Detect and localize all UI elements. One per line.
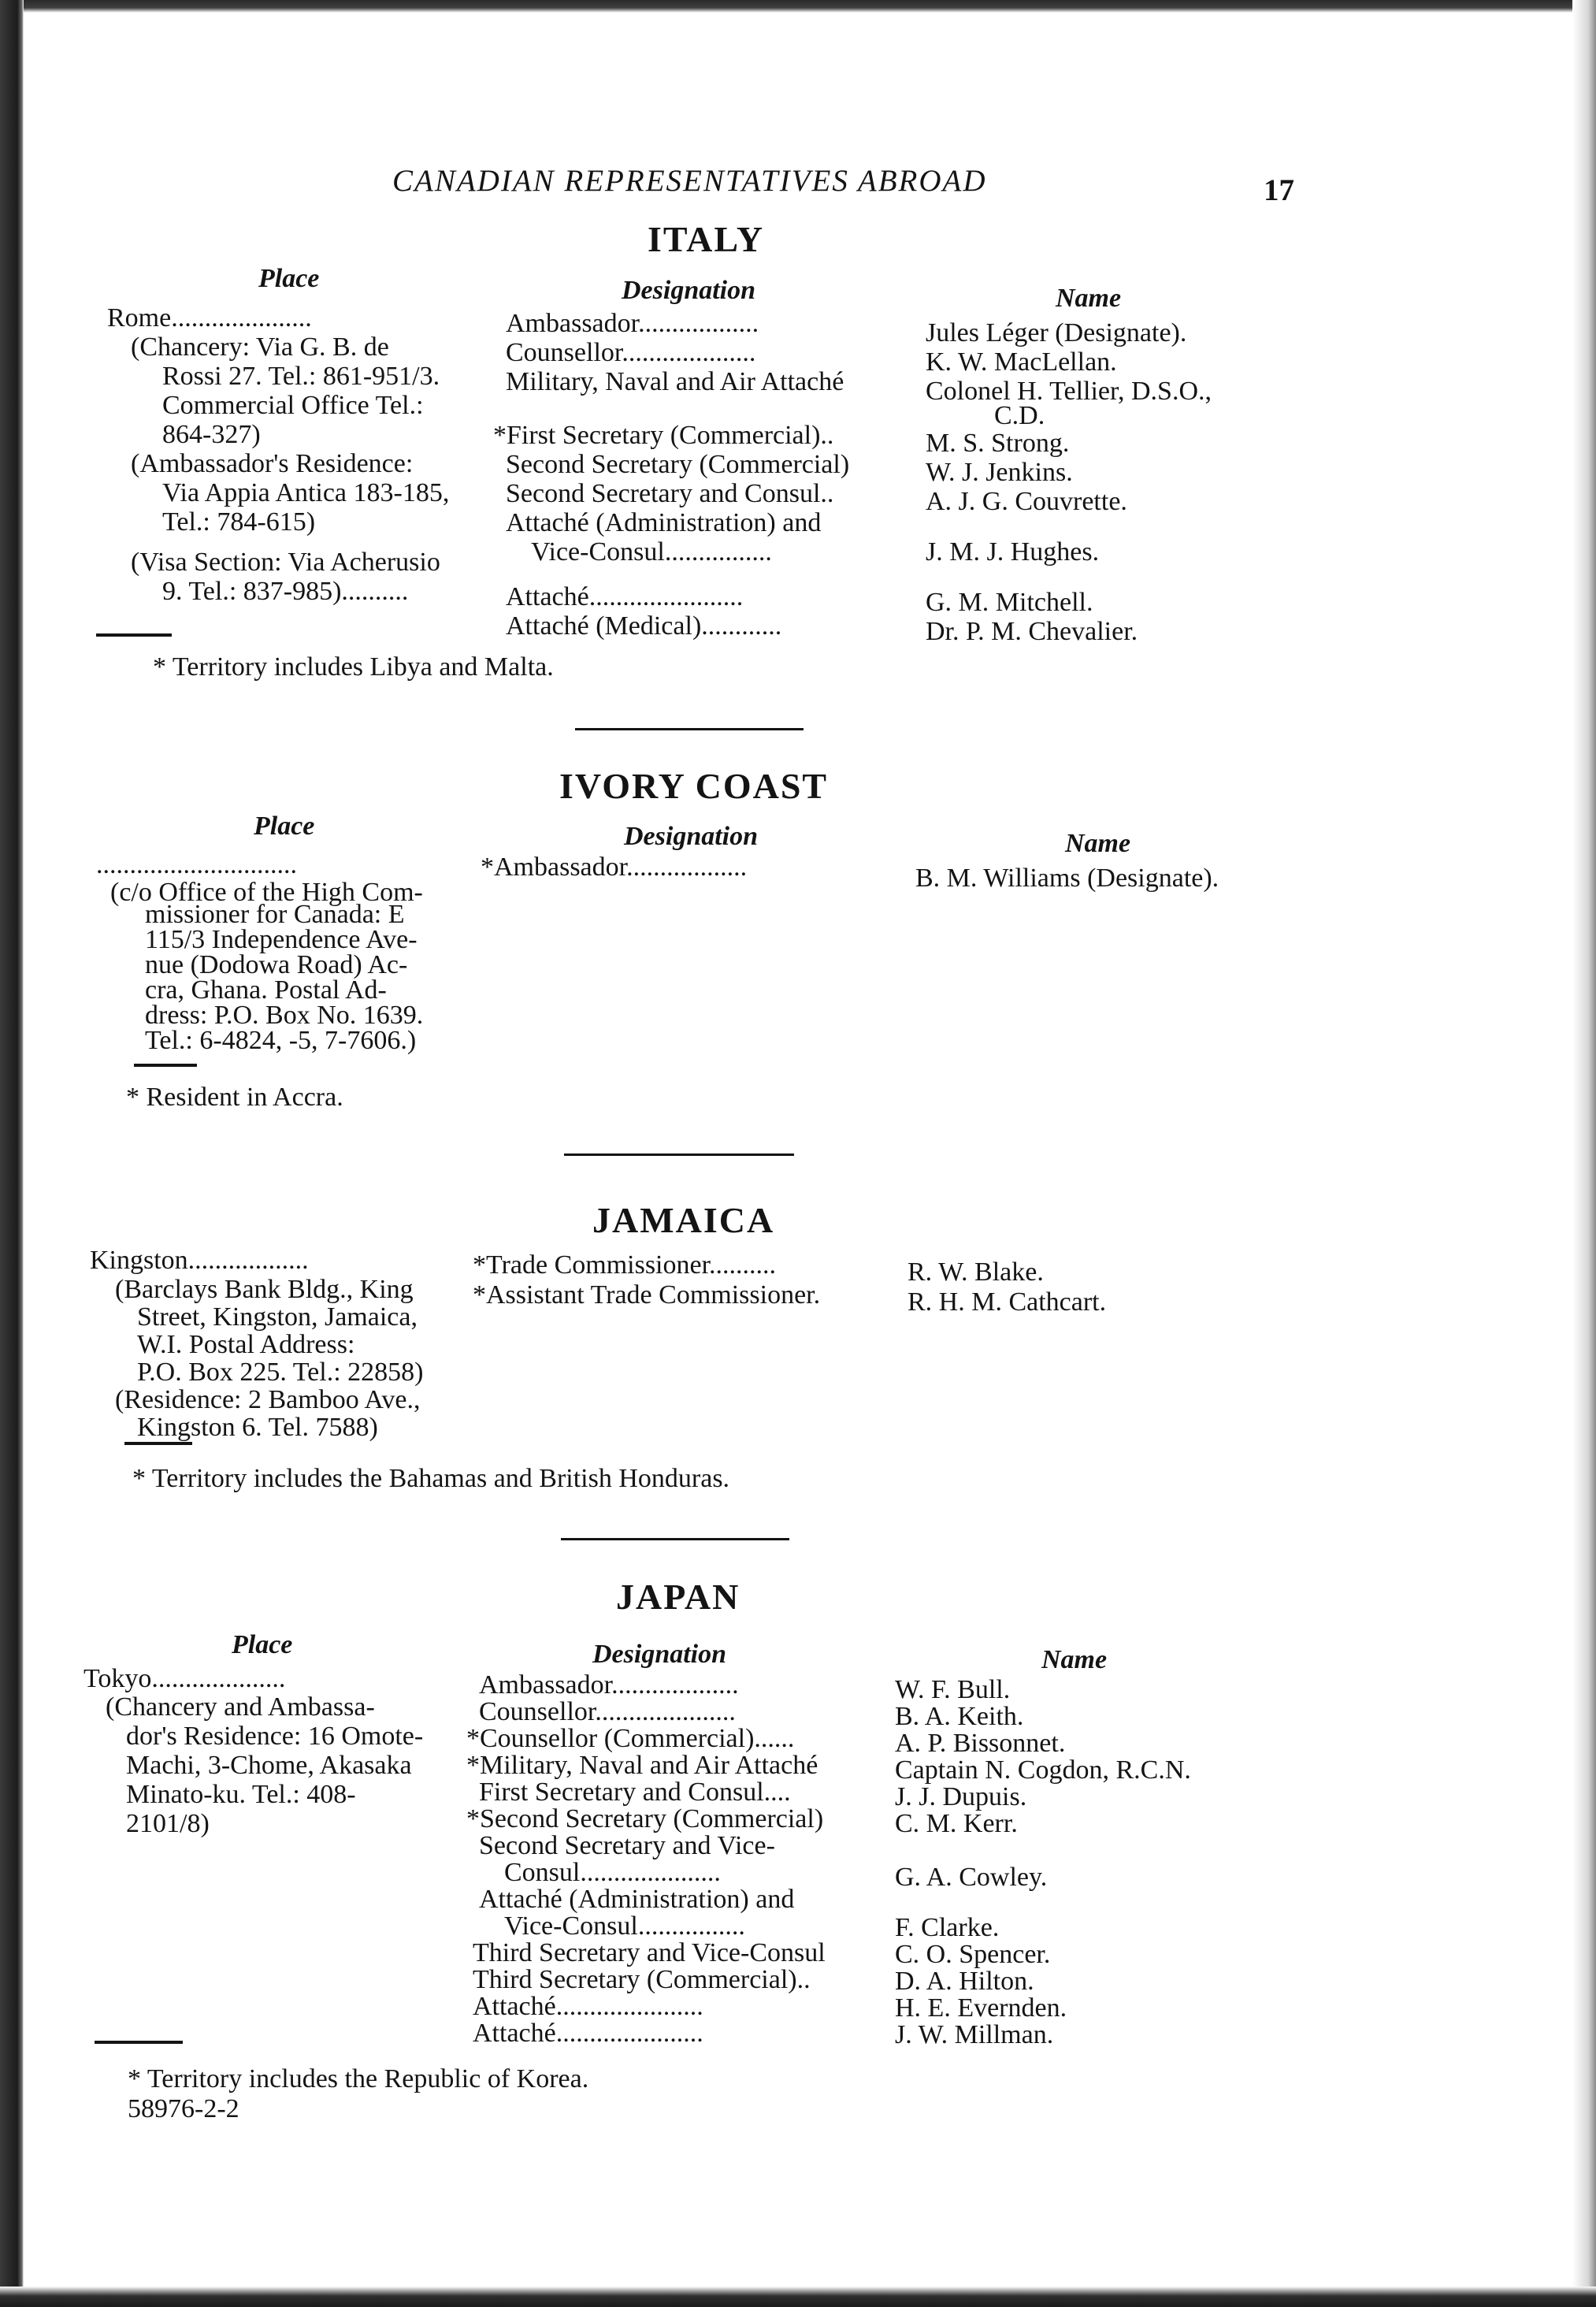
column-header-designation: Designation: [624, 822, 759, 851]
place-line: 115/3 Independence Ave-: [145, 925, 418, 954]
name-line: Jules Léger (Designate).: [926, 318, 1187, 347]
place-line: (Ambassador's Residence:: [131, 449, 414, 478]
name-line: W. J. Jenkins.: [926, 458, 1073, 487]
place-line: Via Appia Antica 183-185,: [162, 478, 450, 507]
place-line: Machi, 3-Chome, Akasaka: [126, 1751, 412, 1780]
designation-line: Ambassador...................: [479, 1670, 739, 1700]
country-heading: ITALY: [648, 219, 765, 259]
name-line: C. M. Kerr.: [895, 1809, 1018, 1838]
place-line: 9. Tel.: 837-985)..........: [162, 577, 409, 606]
name-line: D. A. Hilton.: [895, 1967, 1034, 1996]
running-title: CANADIAN REPRESENTATIVES ABROAD: [392, 164, 987, 198]
footnote-rule: [124, 1442, 192, 1445]
designation-line: Attaché (Administration) and: [506, 508, 822, 537]
footnote: * Territory includes Libya and Malta.: [153, 652, 554, 682]
name-line: J. J. Dupuis.: [895, 1782, 1027, 1811]
place-line: Rome.....................: [107, 303, 312, 332]
place-line: (Visa Section: Via Acherusio: [131, 548, 440, 577]
section-divider: [575, 728, 804, 730]
place-line: (Residence: 2 Bamboo Ave.,: [115, 1385, 421, 1414]
footnote-rule: [96, 633, 172, 637]
designation-line: Third Secretary (Commercial)..: [473, 1965, 811, 1994]
place-line: dor's Residence: 16 Omote-: [126, 1722, 424, 1751]
place-line: P.O. Box 225. Tel.: 22858): [137, 1358, 424, 1387]
scan-border-left: [0, 0, 24, 2307]
designation-line: Consul.....................: [504, 1858, 721, 1887]
place-line: 2101/8): [126, 1809, 210, 1838]
column-header-name: Name: [1056, 284, 1122, 313]
designation-line: Counsellor.....................: [479, 1697, 736, 1726]
name-line: M. S. Strong.: [926, 429, 1070, 458]
designation-line: Attaché (Administration) and: [479, 1885, 795, 1914]
country-heading: JAMAICA: [592, 1200, 775, 1240]
footnote-rule: [95, 2041, 183, 2044]
scan-border-bottom: [0, 2287, 1596, 2307]
footnote: * Resident in Accra.: [126, 1083, 343, 1112]
name-line: F. Clarke.: [895, 1913, 1000, 1942]
designation-line: *Counsellor (Commercial)......: [466, 1724, 795, 1753]
name-line: W. F. Bull.: [895, 1675, 1011, 1704]
footnote: * Territory includes the Republic of Korea.: [128, 2064, 589, 2093]
designation-line: Counsellor....................: [506, 338, 756, 367]
designation-line: *Second Secretary (Commercial): [466, 1804, 824, 1833]
designation-line: Ambassador..................: [506, 309, 759, 338]
name-line: Colonel H. Tellier, D.S.O.,: [926, 377, 1212, 406]
country-heading: JAPAN: [616, 1577, 740, 1617]
place-line: nue (Dodowa Road) Ac-: [145, 950, 408, 979]
scan-border-right: [1572, 0, 1596, 2307]
designation-line: First Secretary and Consul....: [479, 1778, 791, 1807]
designation-line: Second Secretary and Vice-: [479, 1831, 775, 1860]
section-divider: [564, 1154, 794, 1156]
designation-line: Third Secretary and Vice-Consul: [473, 1938, 826, 1967]
designation-line: Second Secretary and Consul..: [506, 479, 834, 508]
designation-line: Attaché......................: [473, 1992, 703, 2021]
column-header-designation: Designation: [592, 1640, 727, 1669]
place-line: cra, Ghana. Postal Ad-: [145, 975, 387, 1005]
column-header-place: Place: [258, 264, 320, 293]
name-line: J. W. Millman.: [895, 2020, 1054, 2049]
place-line: (c/o Office of the High Com-: [110, 878, 423, 907]
place-line: dress: P.O. Box No. 1639.: [145, 1001, 424, 1030]
designation-line: Vice-Consul................: [504, 1911, 745, 1941]
designation-line: Attaché.......................: [506, 582, 744, 611]
column-header-place: Place: [254, 812, 315, 841]
designation-line: *Trade Commissioner..........: [473, 1250, 777, 1280]
name-line: C.D.: [994, 401, 1045, 430]
place-line: W.I. Postal Address:: [137, 1330, 355, 1359]
column-header-name: Name: [1041, 1645, 1108, 1674]
designation-line: Attaché......................: [473, 2019, 703, 2048]
designation-line: *Military, Naval and Air Attaché: [466, 1751, 818, 1780]
place-line: missioner for Canada: E: [145, 900, 405, 929]
designation-line: Vice-Consul................: [531, 537, 772, 567]
name-line: G. M. Mitchell.: [926, 588, 1093, 617]
place-line: Minato-ku. Tel.: 408-: [126, 1780, 356, 1809]
designation-line: *Ambassador..................: [481, 853, 748, 882]
name-line: C. O. Spencer.: [895, 1940, 1051, 1969]
name-line: A. P. Bissonnet.: [895, 1729, 1066, 1758]
name-line: A. J. G. Couvrette.: [926, 487, 1127, 516]
name-line: B. A. Keith.: [895, 1702, 1024, 1731]
column-header-name: Name: [1065, 829, 1131, 858]
place-line: Tel.: 6-4824, -5, 7-7606.): [145, 1026, 417, 1055]
place-line: Rossi 27. Tel.: 861-951/3.: [162, 362, 440, 391]
print-code: 58976-2-2: [128, 2094, 239, 2123]
place-line: Kingston 6. Tel. 7588): [137, 1413, 378, 1442]
place-line: Street, Kingston, Jamaica,: [137, 1302, 418, 1332]
place-line: (Barclays Bank Bldg., King: [115, 1275, 414, 1304]
column-header-designation: Designation: [622, 276, 756, 305]
column-header-place: Place: [232, 1630, 293, 1659]
name-line: Captain N. Cogdon, R.C.N.: [895, 1755, 1191, 1785]
place-line: (Chancery and Ambassa-: [106, 1692, 375, 1722]
name-line: G. A. Cowley.: [895, 1863, 1048, 1892]
place-line: 864-327): [162, 420, 261, 449]
place-line: (Chancery: Via G. B. de: [131, 332, 389, 362]
footnote-rule: [134, 1064, 197, 1067]
name-line: R. W. Blake.: [907, 1258, 1044, 1287]
place-line: Kingston..................: [90, 1246, 309, 1275]
designation-line: Second Secretary (Commercial): [506, 450, 850, 479]
name-line: H. E. Evernden.: [895, 1993, 1067, 2023]
designation-line: Attaché (Medical)............: [506, 611, 782, 641]
designation-line: *Assistant Trade Commissioner.: [473, 1280, 821, 1310]
designation-line: Military, Naval and Air Attaché: [506, 367, 844, 396]
place-line: Tel.: 784-615): [162, 507, 316, 537]
designation-line: *First Secretary (Commercial)..: [493, 421, 834, 450]
place-line: Tokyo....................: [84, 1664, 286, 1693]
place-line: Commercial Office Tel.:: [162, 391, 424, 420]
name-line: K. W. MacLellan.: [926, 347, 1117, 377]
name-line: J. M. J. Hughes.: [926, 537, 1100, 567]
section-divider: [561, 1538, 789, 1540]
page-number: 17: [1264, 173, 1294, 207]
name-line: R. H. M. Cathcart.: [907, 1287, 1107, 1317]
scan-border-top: [0, 0, 1596, 13]
name-line: B. M. Williams (Designate).: [915, 864, 1219, 893]
country-heading: IVORY COAST: [559, 766, 829, 806]
name-line: Dr. P. M. Chevalier.: [926, 617, 1138, 646]
footnote: * Territory includes the Bahamas and British Honduras.: [132, 1464, 730, 1493]
place-line: ..............................: [96, 850, 297, 879]
